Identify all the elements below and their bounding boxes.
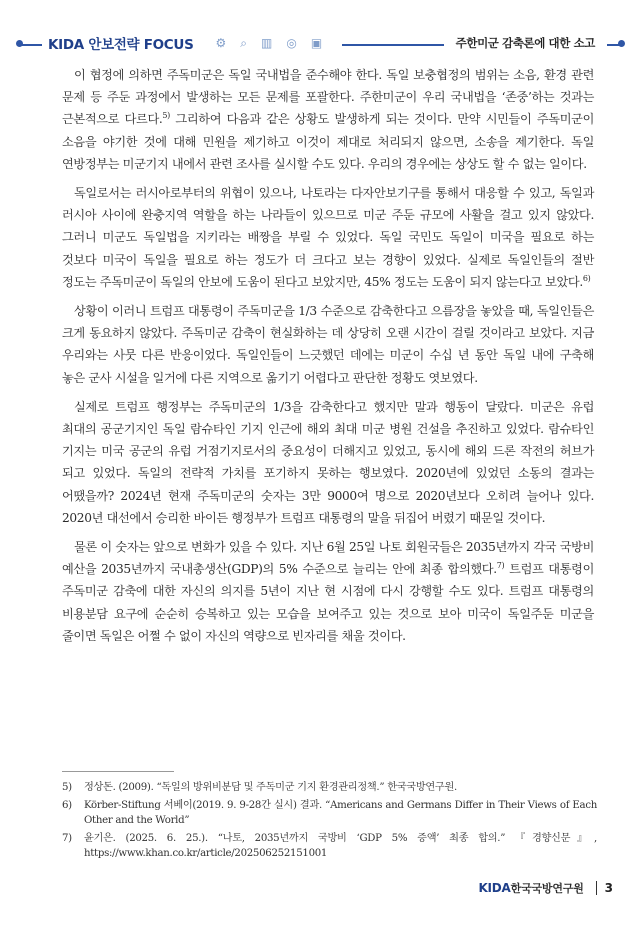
paragraph-text: 실제로 트럼프 행정부는 주독미군의 1/3을 감축한다고 했지만 말과 행동이 달랐다. 미군은 유럽 최대의 공군기지인 독일 람슈타인 기지 인근에 해외 최대 미군 병원 건설을 추진하고 있었다. 람슈타인 기지는 미국 공군의 유럽 거점기지로서의 중요성이 더해지고 있었고, 동시에 해외 드론 작전의 허브가 되고 있었다. 독일의 전략적 가치를 포기하지 못하는 행보였다. 2020년에 있었던 소동의 결과는 어땠을까? 2024년 현재 주독미군의 숫자는 3만 9000여 명으로 2020년보다 오히려 늘어나 있다. 2020년 대선에서 승리한 바이든 행정부가 트럼프 대통령의 말을 뒤집어 버렸기 때문일 것이다. — [62, 399, 594, 525]
footnote-number: 5) — [62, 782, 72, 793]
paragraph — [62, 396, 594, 529]
institute-name: 한국국방연구원 — [510, 882, 584, 895]
header-icon-row — [216, 36, 323, 51]
footnotes — [62, 780, 597, 864]
search-icon: ⌕ — [240, 35, 247, 50]
paragraph-text: 상황이 이러니 트럼프 대통령이 주독미군을 1/3 수준으로 감축한다고 으름장을 놓았을 때, 독일인들은 크게 동요하지 않았다. 주독미군 감축이 현실화하는 데 상당히 오랜 시간이 걸릴 것이라고 보았다. 지금 우리와는 사뭇 다른 반응이었다. 독일인들이 느긋했던 데에는 미군이 수십 년 동안 독일 내에 구축해 놓은 군사 시설을 일거에 다른 지역으로 옮기기 어렵다고 판단한 정황도 엿보였다. — [62, 304, 594, 385]
footnote-text[interactable]: 윤기은. (2025. 6. 25.). “나토, 2035년까지 국방비 ‘GDP 5% 증액’ 최종 합의.” 『경향신문』, https://www.khan.co.kr/article/202506252151001 — [84, 832, 597, 859]
page-number: 3 — [604, 881, 613, 895]
paragraph — [62, 536, 594, 647]
article-body — [62, 64, 594, 654]
header-rule-left-dot — [16, 40, 23, 47]
footer-divider — [596, 881, 597, 895]
header-title-block — [444, 30, 607, 56]
kida-logo: KIDA — [478, 881, 511, 895]
report-title: 주한미군 감축론에 대한 소고 — [455, 36, 595, 50]
footnote-item — [62, 831, 597, 862]
footnote-divider — [62, 771, 174, 772]
gear-icon: ⚙ — [215, 35, 227, 50]
globe-icon: ◎ — [286, 35, 297, 50]
footnote-ref[interactable]: 6) — [582, 273, 591, 283]
paragraph-text: 독일로서는 러시아로부터의 위협이 있으나, 나토라는 다자안보기구를 통해서 대응할 수 있고, 독일과 러시아 사이에 완충지역 역할을 하는 나라들이 있으므로 미군 주둔 규모에 사활을 걸고 있지 않았다. 그러니 미군도 독일법을 지키라는 배짱을 부릴 수 있었다. 독일 국민도 독일이 미국을 필요로 하는 것보다 미국이 독일을 필요로 하는 정도가 더 크다고 보는 경향이 있었다. 실제로 독일인들의 절반 정도는 주독미군이 독일의 안보에 도움이 된다고 보았지만, 45% 정도는 도움이 되지 않는다고 보았다. — [62, 186, 594, 289]
paragraph-text: 이 협정에 의하면 주독미군은 독일 국내법을 준수해야 한다. 독일 보충협정의 범위는 소음, 환경 관련 문제 등 주둔 과정에서 발생하는 모든 문제를 포괄한다. 주한미군이 우리 국내법을 ‘존중’하는 것과는 근본적으로 다르다. — [62, 68, 594, 127]
footnote-item — [62, 780, 597, 796]
paragraph-text-cont: 트럼프 대통령이 주독미군 감축에 대한 자신의 의지를 5년이 지난 현 시점에 다시 강행할 수도 있다. 트럼프 대통령의 비용분담 요구에 순순히 승복하고 있는 모습을 보여주고 있는 것으로 보아 미국이 독일주둔 미군을 줄이면 독일은 어쩔 수 없이 자신의 역량으로 빈자리를 채울 것이다. — [62, 562, 594, 643]
paragraph-text-cont: 그리하여 다음과 같은 상황도 발생하게 되는 것이다. 만약 시민들이 주독미군이 소음을 야기한 것에 대해 민원을 제기하고 이것이 제대로 처리되지 않으면, 소송을 제기한다. 독일 연방정부는 미군기지 내에서 관련 조사를 실시할 수도 있다. 우리의 경우에는 상상도 할 수 없는 일이다. — [62, 112, 595, 171]
footnote-number: 6) — [62, 799, 72, 811]
page-footer — [478, 880, 613, 896]
footnote-ref[interactable]: 7) — [496, 561, 505, 571]
document-icon: ▣ — [310, 35, 323, 50]
paragraph-text: 물론 이 숫자는 앞으로 변화가 있을 수 있다. 지난 6월 25일 나토 회원국들은 2035년까지 각국 국방비 예산을 2035년까지 국내총생산(GDP)의 5% 수준으로 늘리는 안에 최종 합의했다. — [62, 540, 594, 577]
paragraph — [62, 300, 594, 389]
publication-brand: KIDA 안보전략 FOCUS — [48, 37, 194, 53]
paragraph — [62, 182, 594, 293]
footnote-item — [62, 798, 597, 829]
page-header — [0, 0, 643, 60]
bars-icon: ▥ — [261, 35, 273, 50]
paragraph — [62, 64, 594, 175]
footnote-number: 7) — [62, 832, 72, 844]
header-brand-block — [42, 30, 342, 56]
footnote-ref[interactable]: 5) — [162, 111, 170, 121]
header-rule-right-dot — [618, 40, 625, 47]
footnote-text: 정상돈. (2009). “독일의 방위비분담 및 주독미군 기지 환경관리정책.” 한국국방연구원. — [84, 782, 457, 793]
footnote-text: Körber-Stiftung 서베이(2019. 9. 9-28간 실시) 결과. “Americans and Germans Differ in Their Views of Each Other and the World” — [84, 799, 597, 826]
